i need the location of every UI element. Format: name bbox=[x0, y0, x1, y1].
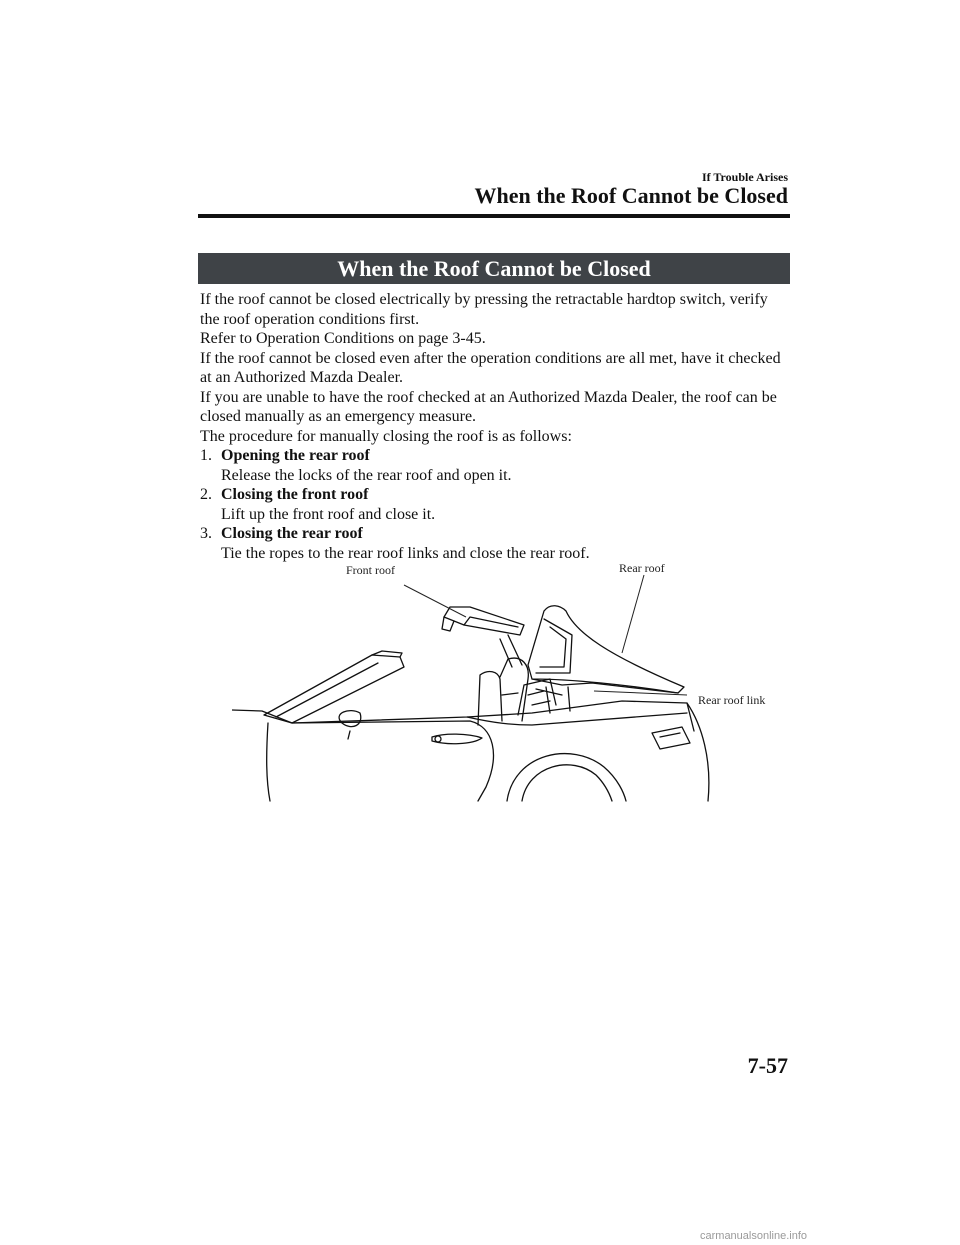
rear-roof bbox=[528, 606, 684, 693]
step-description: Tie the ropes to the rear roof links and close the rear roof. bbox=[221, 544, 590, 562]
windshield-frame bbox=[264, 651, 404, 723]
step-number: 3. bbox=[200, 525, 212, 542]
car-body bbox=[232, 701, 709, 801]
page-number: 7-57 bbox=[747, 1053, 788, 1078]
roof-illustration bbox=[232, 555, 792, 805]
banner-title: When the Roof Cannot be Closed bbox=[337, 255, 651, 281]
step-item bbox=[200, 446, 790, 485]
label-rear-roof-link: Rear roof link bbox=[698, 693, 766, 707]
step-list bbox=[200, 446, 790, 563]
label-front-roof: Front roof bbox=[346, 563, 395, 577]
body-text bbox=[200, 290, 790, 563]
leader-line-front-roof bbox=[404, 585, 466, 617]
step-title: Opening the rear roof bbox=[221, 447, 370, 464]
paragraph: The procedure for manually closing the roof is as follows: bbox=[200, 427, 572, 445]
section-banner bbox=[198, 253, 790, 284]
leader-line-rear-roof bbox=[622, 575, 644, 653]
section-header: If Trouble Arises bbox=[701, 170, 788, 184]
paragraph: Refer to Operation Conditions on page 3-45. bbox=[200, 330, 486, 347]
step-description: Lift up the front roof and close it. bbox=[221, 505, 436, 523]
step-number: 2. bbox=[200, 486, 212, 503]
paragraph: If the roof cannot be closed electrically by pressing the retractable hardtop switch, verify the roof operation conditions first. bbox=[200, 291, 768, 328]
step-title: Closing the front roof bbox=[221, 486, 369, 503]
step-item bbox=[200, 485, 790, 524]
label-rear-roof: Rear roof bbox=[619, 561, 665, 575]
paragraph: If you are unable to have the roof checked at an Authorized Mazda Dealer, the roof can be closed manually as an emergency measure. bbox=[200, 388, 777, 425]
step-number: 1. bbox=[200, 447, 212, 464]
step-description: Release the locks of the rear roof and open it. bbox=[221, 466, 512, 484]
step-title: Closing the rear roof bbox=[221, 525, 363, 542]
watermark: carmanualsonline.info bbox=[700, 1230, 808, 1242]
header-title: When the Roof Cannot be Closed bbox=[474, 183, 788, 208]
paragraph: If the roof cannot be closed even after the operation conditions are all met, have it checked at an Authorized Mazda Dealer. bbox=[200, 349, 781, 386]
header-rule bbox=[198, 214, 790, 218]
